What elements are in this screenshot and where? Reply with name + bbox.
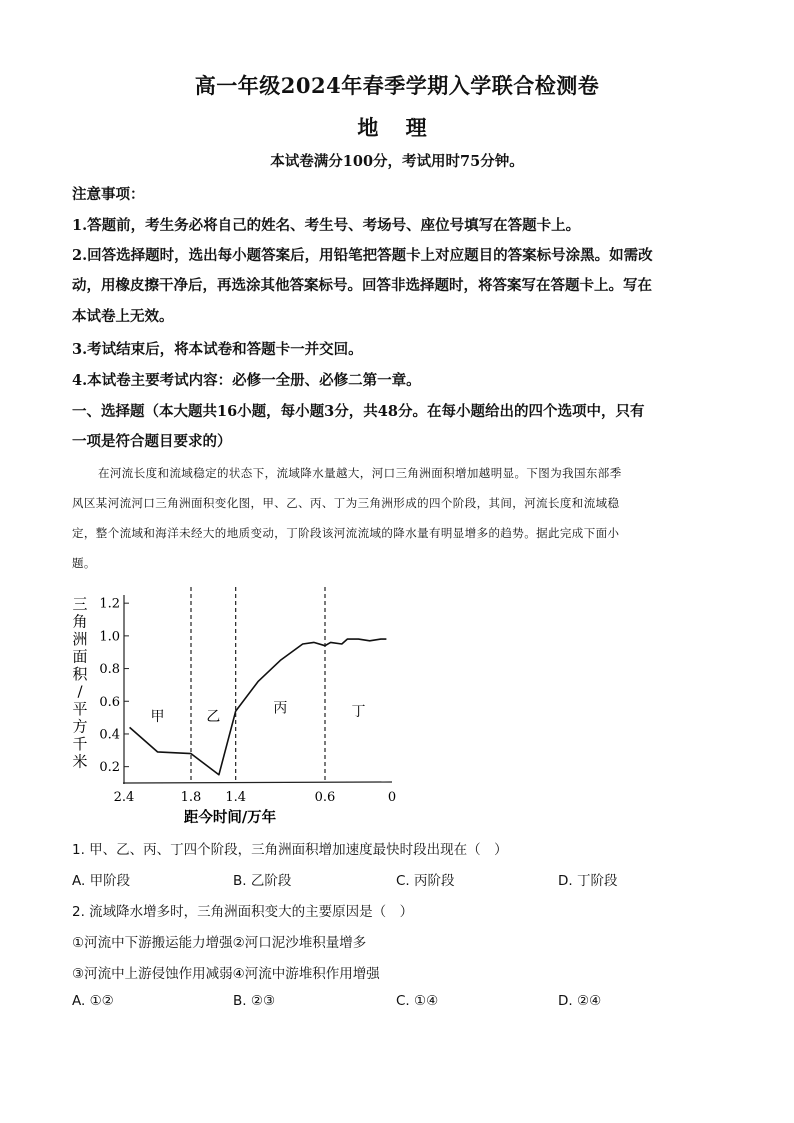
question-1-option-d: D. 丁阶段 [558, 873, 618, 889]
stage-label: 丙 [273, 700, 288, 717]
note-item-2-line-1: 2.回答选择题时，选出每小题答案后，用铅笔把答题卡上对应题目的答案标号涂黑。如需改 [72, 247, 653, 264]
x-tick-label: 0 [387, 790, 397, 805]
stage-label: 丁 [351, 703, 366, 720]
x-tick-label: 0.6 [314, 790, 336, 805]
question-2-stem: 2. 流域降水增多时，三角洲面积变大的主要原因是（ ） [72, 904, 414, 920]
question-2-option-d: D. ②④ [558, 993, 602, 1009]
y-tick-label: 0.4 [99, 727, 120, 743]
question-1-stem: 1. 甲、乙、丙、丁四个阶段，三角洲面积增加速度最快时段出现在（ ） [72, 842, 508, 858]
y-tick-label: 1.2 [99, 596, 120, 612]
question-2-statement-line-2: ③河流中上游侵蚀作用减弱④河流中游堆积作用增强 [72, 966, 380, 982]
y-axis-label-char: 千 [72, 735, 88, 753]
stage-label: 甲 [150, 708, 165, 725]
x-axis-line [123, 782, 392, 783]
x-axis-label: 距今时间/万年 [183, 809, 277, 826]
notes-heading: 注意事项： [72, 186, 145, 203]
y-axis-label-char: 积 [72, 665, 88, 683]
chart-layer [72, 587, 396, 826]
exam-info: 本试卷满分100分，考试用时75分钟。 [270, 153, 524, 170]
question-1-option-a: A. 甲阶段 [72, 873, 131, 889]
passage-line-4: 题。 [72, 556, 96, 570]
question-2-statement-line-1: ①河流中下游搬运能力增强②河口泥沙堆积量增多 [72, 935, 367, 951]
y-tick-label: 0.6 [99, 694, 120, 710]
delta-area-series-line [130, 639, 387, 775]
y-tick-label: 1.0 [99, 629, 120, 645]
x-tick-label: 1.4 [225, 790, 247, 805]
passage-line-1: 在河流长度和流域稳定的状态下，流域降水量越大，河口三角洲面积增加越明显。下图为我国东部季 [98, 466, 622, 480]
y-axis-label-char: 平 [72, 700, 88, 718]
question-1-option-b: B. 乙阶段 [233, 873, 292, 889]
question-2-option-c: C. ①④ [396, 993, 439, 1009]
note-item-3: 3.考试结束后，将本试卷和答题卡一并交回。 [72, 341, 363, 358]
x-tick-label: 1.8 [180, 790, 202, 805]
y-axis-label-char: 方 [72, 717, 88, 736]
note-item-2-line-2: 动，用橡皮擦干净后，再选涂其他答案标号。回答非选择题时，将答案写在答题卡上。写在 [72, 277, 652, 294]
question-1-option-c: C. 丙阶段 [396, 873, 455, 889]
y-tick-label: 0.8 [99, 662, 120, 678]
passage-line-2: 风区某河流河口三角洲面积变化图，甲、乙、丙、丁为三角洲形成的四个阶段，其间，河流长度和流域稳 [72, 496, 620, 510]
x-tick-label: 2.4 [113, 790, 135, 805]
y-tick-label: 0.2 [99, 760, 120, 776]
y-axis-label-char: 角 [72, 612, 88, 631]
note-item-4: 4.本试卷主要考试内容：必修一全册、必修二第一章。 [72, 372, 421, 389]
note-item-1: 1.答题前，考生务必将自己的姓名、考生号、考场号、座位号填写在答题卡上。 [72, 217, 581, 234]
y-axis-label-char: / [77, 682, 83, 701]
note-item-2-line-3: 本试卷上无效。 [72, 308, 174, 325]
exam-subject: 地 理 [357, 115, 437, 140]
section-heading-line-2: 一项是符合题目要求的） [72, 433, 232, 450]
stage-label: 乙 [206, 708, 221, 725]
delta-area-chart [66, 583, 406, 828]
y-axis-label-char: 三 [72, 595, 88, 613]
question-2-option-b: B. ②③ [233, 993, 276, 1009]
y-axis-label-char: 米 [72, 752, 88, 771]
question-2-option-a: A. ①② [72, 993, 114, 1009]
y-axis-label-char: 面 [72, 647, 88, 666]
passage-line-3: 定，整个流域和海洋未经大的地质变动，丁阶段该河流流域的降水量有明显增多的趋势。据此完成下面小 [72, 526, 620, 540]
section-heading-line-1: 一、选择题（本大题共16小题，每小题3分，共48分。在每小题给出的四个选项中，只有 [72, 403, 645, 420]
y-axis-label-char: 洲 [72, 630, 88, 648]
exam-title: 高一年级2024年春季学期入学联合检测卷 [194, 73, 600, 98]
